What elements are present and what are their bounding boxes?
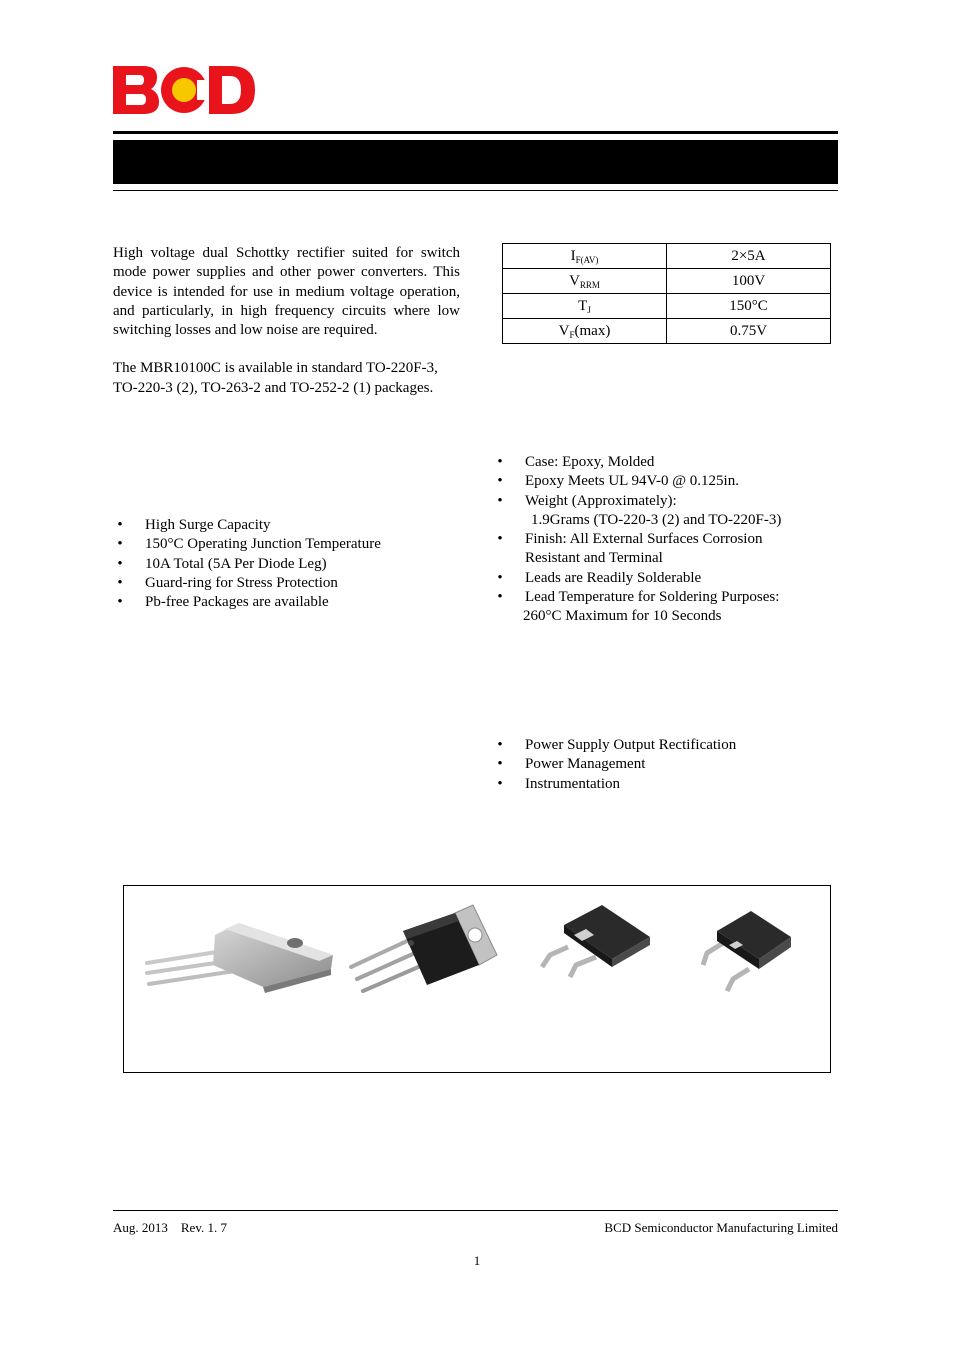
list-item: • Epoxy Meets UL 94V-0 @ 0.125in. [493, 472, 838, 491]
table-row [503, 244, 831, 269]
spec-value: 150°C [667, 294, 831, 319]
list-item-continuation: Resistant and Terminal [525, 550, 663, 567]
list-item: • Case: Epoxy, Molded [493, 453, 838, 472]
key-specs-table [502, 243, 831, 344]
table-row [503, 319, 831, 344]
bullet-icon: • [497, 737, 503, 753]
title-underline [113, 190, 838, 191]
bullet-icon: • [497, 775, 503, 792]
list-item: • 150°C Operating Junction Temperature [113, 535, 381, 554]
table-row [503, 294, 831, 319]
footer-date-revision: Aug. 2013 Rev. 1. 7 [113, 1220, 227, 1235]
mechanical-data-list [493, 453, 838, 627]
bullet-icon: • [117, 517, 123, 533]
bullet-icon: • [497, 492, 503, 509]
page-number: 1 [473, 1253, 481, 1268]
list-item: • High Surge Capacity [113, 516, 381, 535]
footer-rule [113, 1210, 838, 1211]
list-item: • Instrumentation [493, 775, 736, 794]
bullet-icon: • [497, 589, 503, 606]
general-description [113, 244, 460, 398]
list-item-continuation: 260°C Maximum for 10 Seconds [523, 608, 722, 625]
to-220f-3-package-image [143, 895, 335, 995]
list-item-continuation: 1.9Grams (TO-220-3 (2) and TO-220F-3) [531, 511, 782, 528]
spec-value: 100V [667, 269, 831, 294]
bullet-icon: • [497, 473, 503, 490]
description-paragraph: High voltage dual Schottky rectifier suited for switch mode power supplies and other power converters. This device is intended for use in medium voltage operation, and particularly, in high frequency circuits where low switching losses and low noise are required. [113, 245, 460, 339]
bullet-icon: • [117, 555, 123, 572]
list-item: • Pb-free Packages are available [113, 593, 381, 612]
list-item: • Finish: All External Surfaces Corrosion Resistant and Terminal [493, 530, 838, 569]
spec-parameter: $V_{RRM}$ [503, 269, 667, 294]
list-item: • 10A Total (5A Per Diode Leg) [113, 555, 381, 574]
bullet-icon: • [497, 569, 503, 586]
list-item: • Power Supply Output Rectification [493, 736, 736, 755]
bcd-logo [113, 66, 255, 114]
to-220-3-package-image [347, 895, 499, 995]
bullet-icon: • [117, 594, 123, 611]
features-list [113, 516, 381, 612]
list-item: • Weight (Approximately): 1.9Grams (TO-220-3 (2) and TO-220F-3) [493, 492, 838, 531]
description-paragraph: The MBR10100C is available in standard TO-220F-3, TO-220-3 (2), TO-263-2 and TO-252-2 (1) packages. [113, 360, 438, 396]
list-item: • Leads are Readily Solderable [493, 569, 838, 588]
table-row [503, 269, 831, 294]
list-item: • Power Management [493, 755, 736, 774]
title-bar [113, 140, 838, 184]
spec-value: 0.75V [667, 319, 831, 344]
bullet-icon: • [497, 756, 503, 773]
to-252-2-package-image [697, 895, 795, 999]
list-item: • Guard-ring for Stress Protection [113, 574, 381, 593]
list-item: • Lead Temperature for Soldering Purposes: 260°C Maximum for 10 Seconds [493, 588, 838, 627]
bullet-icon: • [497, 531, 503, 548]
spec-parameter: $V_F(\max)$ [503, 319, 667, 344]
bullet-icon: • [117, 574, 123, 591]
spec-parameter: $I_{F(AV)}$ [503, 244, 667, 269]
spec-value: 2×5A [667, 244, 831, 269]
header-rule [113, 131, 838, 134]
bullet-icon: • [497, 454, 503, 470]
footer-company: BCD Semiconductor Manufacturing Limited [604, 1220, 838, 1235]
bullet-icon: • [117, 536, 123, 553]
spec-parameter: $T_J$ [503, 294, 667, 319]
to-263-2-package-image [536, 895, 654, 979]
applications-list [493, 736, 736, 794]
